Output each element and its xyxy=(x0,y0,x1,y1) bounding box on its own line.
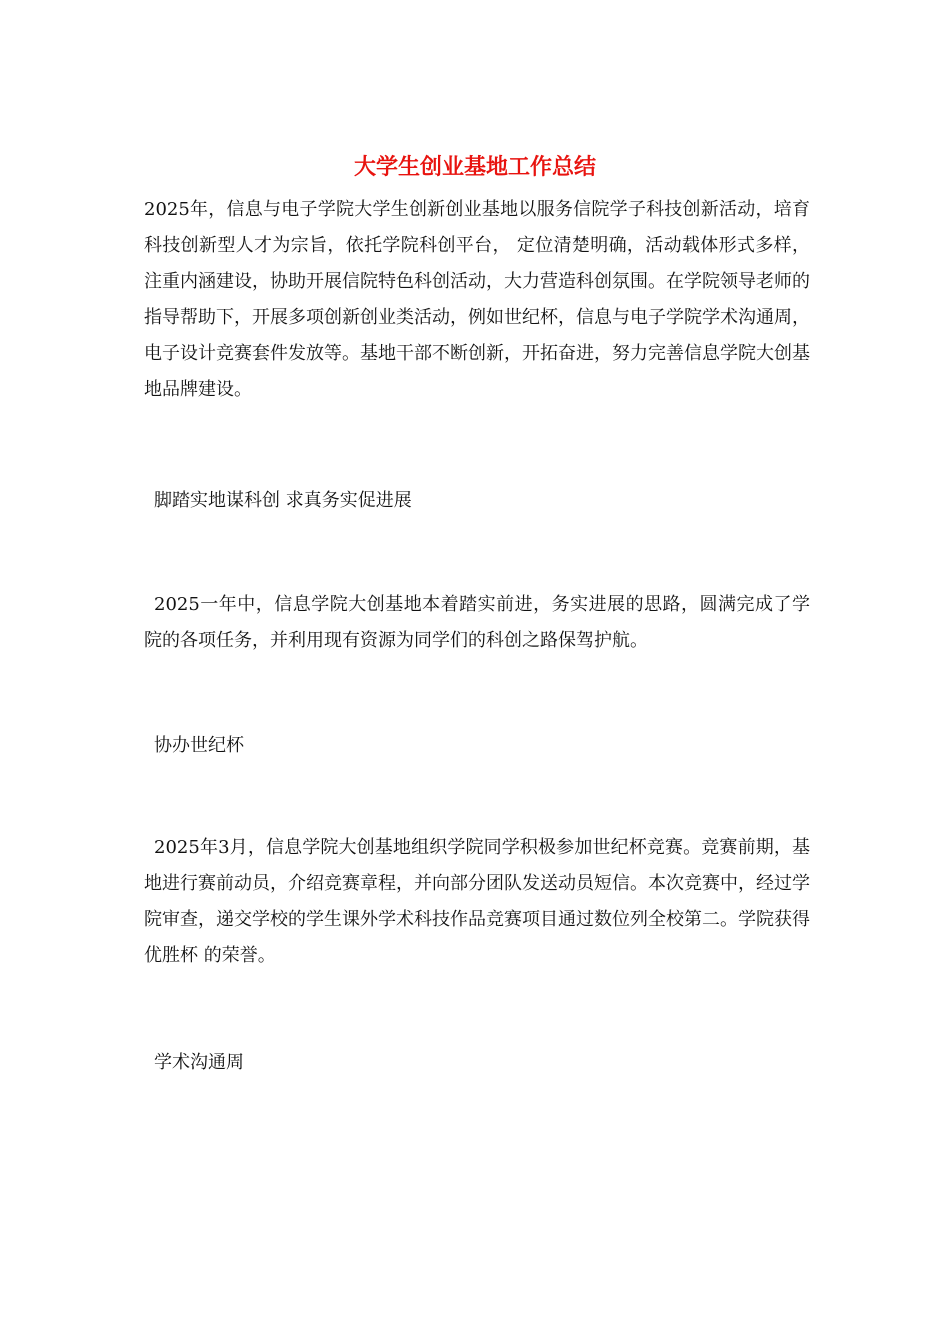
intro-paragraph: 2025年，信息与电子学院大学生创新创业基地以服务信院学子科技创新活动，培育科技创新型人才为宗旨，依托学院科创平台， 定位清楚明确，活动载体形式多样，注重内涵建设，协助开展信院特色科创活动，大力营造科创氛围。在学院领导老师的指导帮助下，开展多项创新创业类活动，例如世纪杯，信息与电子学院学术沟通周，电子设计竞赛套件发放等。基地干部不断创新，开拓奋进，努力完善信息学院大创基地品牌建设。 xyxy=(144,199,810,400)
document-title: 大学生创业基地工作总结 xyxy=(353,155,596,180)
section-heading-century-cup: 协办世纪杯 xyxy=(154,735,244,756)
section-body-fieldwork: 2025一年中，信息学院大创基地本着踏实前进，务实进展的思路，圆满完成了学院的各项任务，并利用现有资源为同学们的科创之路保驾护航。 xyxy=(144,594,810,651)
section-heading-academic-week: 学术沟通周 xyxy=(154,1052,244,1073)
section-body-century-cup: 2025年3月，信息学院大创基地组织学院同学积极参加世纪杯竞赛。竞赛前期，基地进行赛前动员，介绍竞赛章程，并向部分团队发送动员短信。本次竞赛中，经过学院审查，递交学校的学生课外学术科技作品竞赛项目通过数位列全校第二。学院获得 优胜杯 的荣誉。 xyxy=(144,837,810,966)
section-heading-fieldwork: 脚踏实地谋科创 求真务实促进展 xyxy=(154,490,412,511)
